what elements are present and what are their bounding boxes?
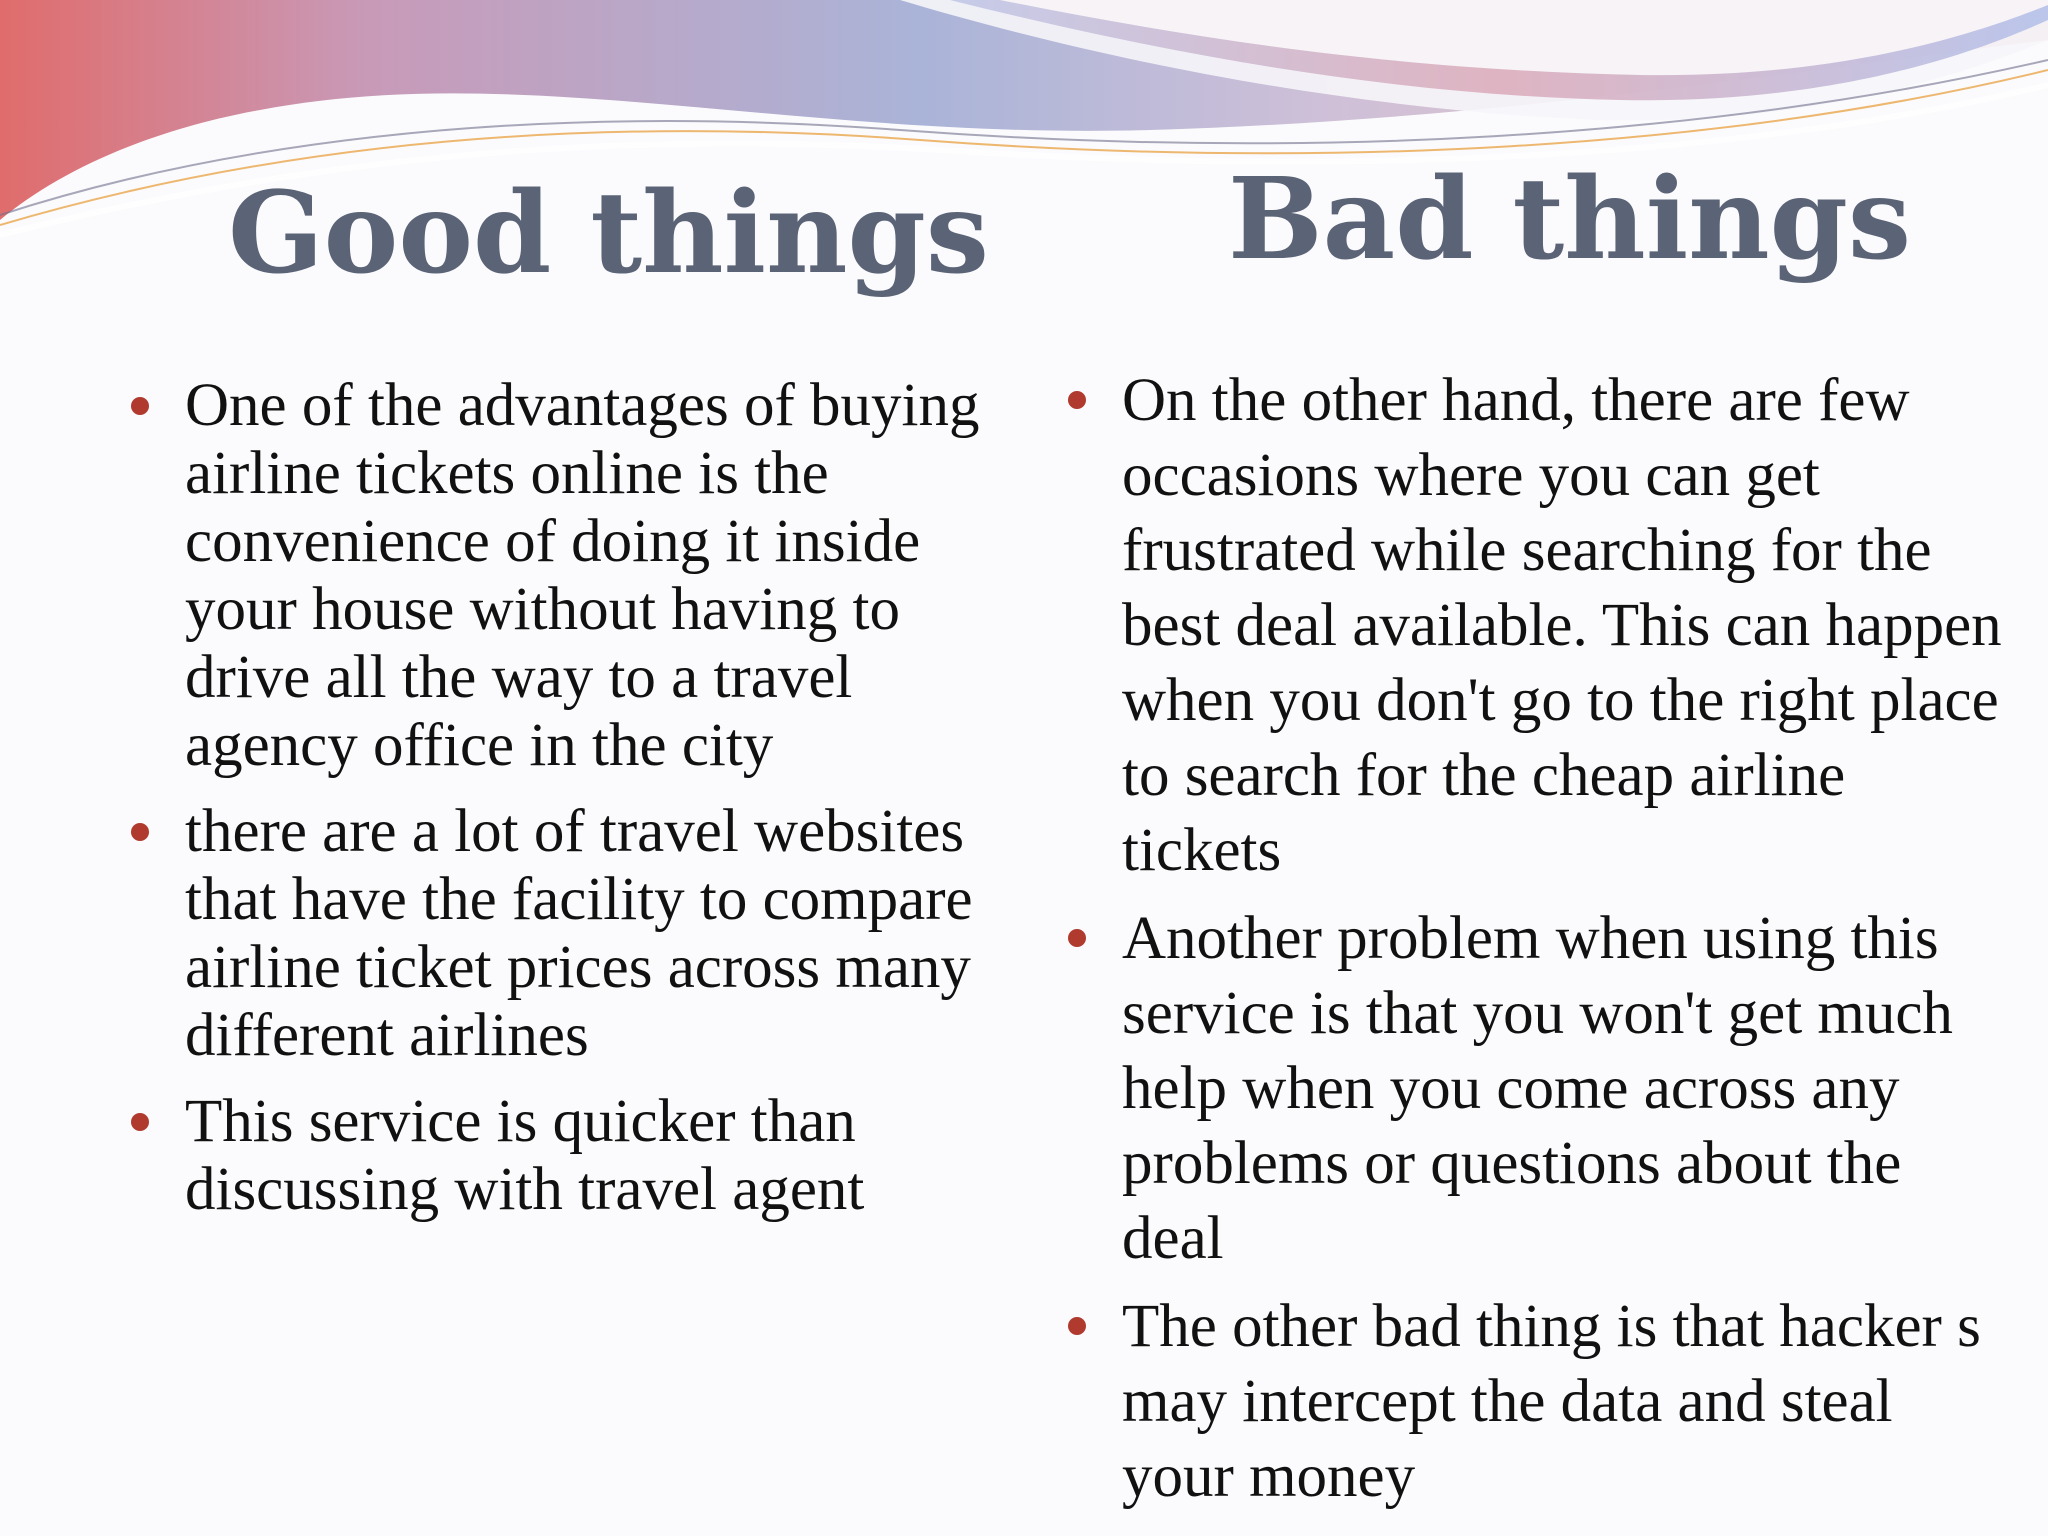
- good-item-1: [125, 372, 985, 780]
- bad-item-1-text: On the other hand, there are few occasions where you can get frustrated while searching for the best deal available. This can happen when you don't go to the right place to search for the cheap airline tickets: [1122, 367, 2002, 884]
- bullet-dot-icon: [1068, 929, 1086, 947]
- bad-things-list: [1062, 363, 2002, 1527]
- bullet-dot-icon: [1068, 391, 1086, 409]
- good-item-2: [125, 798, 985, 1070]
- bad-item-2: [1062, 901, 2002, 1276]
- good-item-1-text: One of the advantages of buying airline tickets online is the convenience of doing it inside your house without having to drive all the way to a travel agency office in the city: [185, 372, 980, 779]
- good-item-3-text: This service is quicker than discussing with travel agent: [185, 1088, 865, 1223]
- bullet-dot-icon: [1068, 1317, 1086, 1335]
- bad-item-3: [1062, 1289, 2002, 1514]
- bad-item-2-text: Another problem when using this service is that you won't get much help when you come across any problems or questions about the deal: [1122, 905, 1953, 1272]
- good-item-3: [125, 1088, 985, 1224]
- good-things-heading: Good things: [228, 168, 989, 299]
- bullet-dot-icon: [131, 397, 149, 415]
- good-item-2-text: there are a lot of travel websites that have the facility to compare airline ticket prices across many different airlines: [185, 798, 973, 1069]
- bad-item-3-text: The other bad thing is that hacker s may intercept the data and steal your money: [1122, 1293, 1981, 1510]
- bullet-dot-icon: [131, 1113, 149, 1131]
- good-things-list: [125, 372, 985, 1242]
- bad-things-heading: Bad things: [1228, 154, 1912, 285]
- bad-item-1: [1062, 363, 2002, 888]
- bullet-dot-icon: [131, 823, 149, 841]
